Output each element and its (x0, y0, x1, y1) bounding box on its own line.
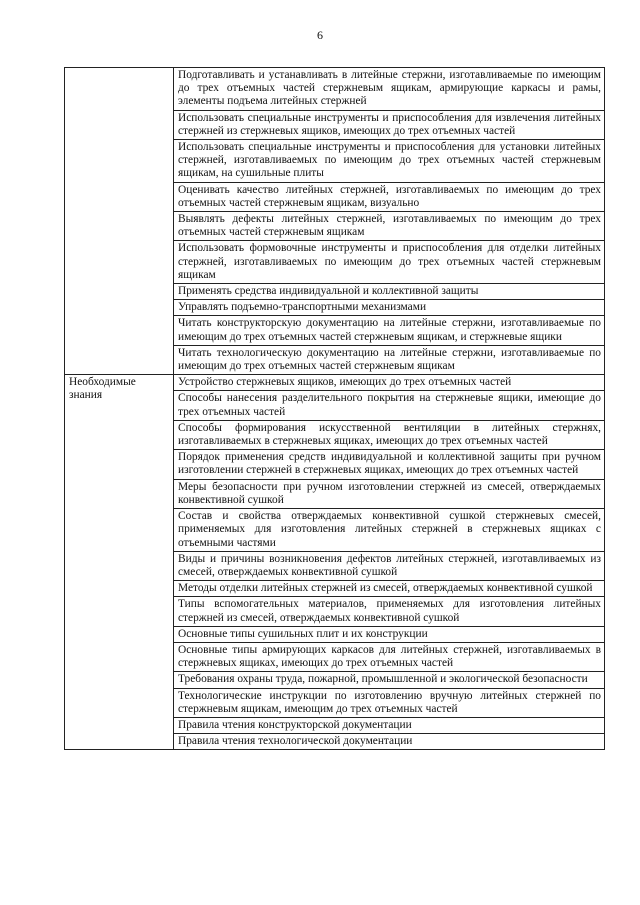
table-row (65, 375, 605, 391)
requirement-item: Методы отделки литейных стержней из смесей, отверждаемых конвективной сушкой (174, 581, 605, 597)
requirement-item: Способы нанесения разделительного покрытия на стержневые ящики, имеющие до трех отъемных частей (174, 391, 605, 420)
section-label (65, 68, 174, 375)
requirement-item: Требования охраны труда, пожарной, промышленной и экологической безопасности (174, 672, 605, 688)
requirement-item: Порядок применения средств индивидуальной и коллективной защиты при ручном изготовлении стержней в стержневых ящиках, имеющих до трех отъемных частей (174, 450, 605, 479)
requirement-item: Использовать специальные инструменты и приспособления для установки литейных стержней, изготавливаемых по имеющим до трех отъемных частей стержневым ящикам, на сушильные плиты (174, 140, 605, 183)
requirement-item: Применять средства индивидуальной и коллективной защиты (174, 284, 605, 300)
page-number: 6 (317, 28, 323, 42)
section-label: Необходимые знания (65, 375, 174, 750)
requirement-item: Основные типы армирующих каркасов для литейных стержней, изготавливаемых в стержневых ящиках, имеющих до трех отъемных частей (174, 642, 605, 671)
requirement-item: Оценивать качество литейных стержней, изготавливаемых по имеющим до трех отъемных частей стержневым ящикам, визуально (174, 182, 605, 211)
requirement-item: Выявлять дефекты литейных стержней, изготавливаемых по имеющим до трех отъемных частей стержневым ящикам (174, 212, 605, 241)
requirement-item: Управлять подъемно-транспортными механизмами (174, 300, 605, 316)
table-row (65, 68, 605, 111)
requirement-item: Способы формирования искусственной вентиляции в литейных стержнях, изготавливаемых в стержневых ящиках, имеющих до трех отъемных частей (174, 420, 605, 449)
requirements-table-body (65, 68, 605, 750)
requirement-item: Читать технологическую документацию на литейные стержни, изготавливаемые по имеющим до трех отъемных частей стержневым ящикам (174, 345, 605, 374)
requirement-item: Виды и причины возникновения дефектов литейных стержней, изготавливаемых из смесей, отверждаемых конвективной сушкой (174, 551, 605, 580)
requirement-item: Основные типы сушильных плит и их конструкции (174, 626, 605, 642)
requirement-item: Правила чтения конструкторской документации (174, 717, 605, 733)
requirement-item: Правила чтения технологической документации (174, 734, 605, 750)
requirement-item: Типы вспомогательных материалов, применяемых для изготовления литейных стержней из смесей, отверждаемых конвективной сушкой (174, 597, 605, 626)
requirement-item: Читать конструкторскую документацию на литейные стержни, изготавливаемые по имеющим до трех отъемных частей стержневым ящикам, и стержневые ящики (174, 316, 605, 345)
requirement-item: Использовать формовочные инструменты и приспособления для отделки литейных стержней, изготавливаемых по имеющим до трех отъемных частей стержневым ящикам (174, 241, 605, 284)
requirements-table (64, 67, 605, 750)
requirement-item: Использовать специальные инструменты и приспособления для извлечения литейных стержней из стержневых ящиков, имеющих до трех отъемных частей (174, 110, 605, 139)
requirement-item: Подготавливать и устанавливать в литейные стержни, изготавливаемые по имеющим до трех отъемных частей стержневым ящикам, армирующие каркасы и рамы, элементы подъема литейных стержней (174, 68, 605, 111)
requirement-item: Устройство стержневых ящиков, имеющих до трех отъемных частей (174, 375, 605, 391)
requirement-item: Технологические инструкции по изготовлению вручную литейных стержней по стержневым ящикам, имеющим до трех отъемных частей (174, 688, 605, 717)
requirement-item: Меры безопасности при ручном изготовлении стержней из смесей, отверждаемых конвективной сушкой (174, 479, 605, 508)
requirement-item: Состав и свойства отверждаемых конвективной сушкой стержневых смесей, применяемых для изготовления литейных стержней в стержневых ящиках с отъемными частями (174, 509, 605, 552)
